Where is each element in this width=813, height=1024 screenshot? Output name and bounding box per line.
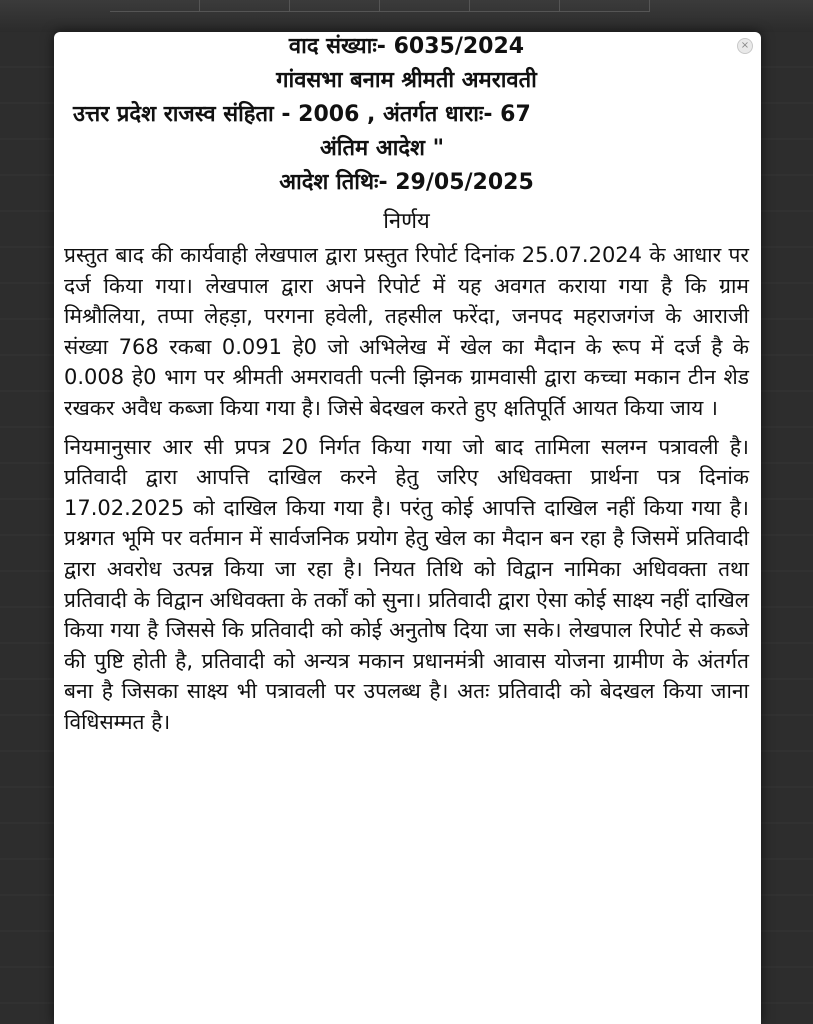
law-section: उत्तर प्रदेश राजस्व संहिता - 2006 , अंतर्गत धाराः- 67	[73, 102, 531, 127]
background-cell	[560, 0, 650, 12]
background-cell	[110, 0, 200, 12]
background-page-right	[761, 32, 813, 1024]
case-parties: गांवसभा बनाम श्रीमती अमरावती	[276, 68, 537, 93]
order-viewer-modal	[54, 32, 761, 1024]
background-cell	[200, 0, 290, 12]
order-document	[64, 34, 749, 738]
order-type: अंतिम आदेश "	[320, 136, 445, 161]
order-header	[64, 34, 749, 200]
order-date: आदेश तिथिः- 29/05/2025	[279, 170, 534, 195]
background-cell	[380, 0, 470, 12]
background-page-strip	[0, 0, 813, 32]
order-paragraph-2: नियमानुसार आर सी प्रपत्र 20 निर्गत किया गया जो बाद तामिला सलग्न पत्रावली है। प्रतिवादी द्वारा आपत्ति दाखिल करने हेतु जरिए अधिवक्ता प्रार्थना पत्र दिनांक 17.02.2025 को दाखिल किया गया है। परंतु कोई आपत्ति दाखिल नहीं किया गया है। प्रश्नगत भूमि पर वर्तमान में सार्वजनिक प्रयोग हेतु खेल का मैदान बन रहा है जिसमें प्रतिवादी द्वारा अवरोध उत्पन्न किया जा रहा है। नियत तिथि को विद्वान नामिका अधिवक्ता तथा प्रतिवादी के विद्वान अधिवक्ता के तर्कों को सुना। प्रतिवादी द्वारा ऐसा कोई साक्ष्य नहीं दाखिल किया गया है जिससे कि प्रतिवादी को कोई अनुतोष दिया जा सके। लेखपाल रिपोर्ट से कब्जे की पुष्टि होती है, प्रतिवादी को अन्यत्र मकान प्रधानमंत्री आवास योजना ग्रामीण के अंतर्गत बना है जिसका साक्ष्य भी पत्रावली पर उपलब्ध है। अतः प्रतिवादी को बेदखल किया जाना विधिसम्मत है।	[64, 434, 749, 734]
case-number: वाद संख्याः- 6035/2024	[288, 34, 525, 59]
background-page-left	[0, 32, 54, 1024]
decision-title: निर्णय	[383, 209, 430, 234]
background-table-header	[110, 0, 650, 12]
close-icon[interactable]: ×	[737, 38, 753, 54]
background-cell	[290, 0, 380, 12]
order-paragraph-1: प्रस्तुत बाद की कार्यवाही लेखपाल द्वारा प्रस्तुत रिपोर्ट दिनांक 25.07.2024 के आधार पर दर्ज किया गया। लेखपाल द्वारा अपने रिपोर्ट में यह अवगत कराया गया है कि ग्राम मिश्रौलिया, तप्पा लेहड़ा, परगना हवेली, तहसील फरेंदा, जनपद महराजगंज के आराजी संख्या 768 रकबा 0.091 हे0 जो अभिलेख में खेल का मैदान के रूप में दर्ज है के 0.008 हे0 भाग पर श्रीमती अमरावती पत्नी झिनक ग्रामवासी द्वारा कच्चा मकान टीन शेड रखकर अवैध कब्जा किया गया है। जिसे बेदखल करते हुए क्षतिपूर्ति आयत किया जाय ।	[64, 243, 749, 420]
background-cell	[470, 0, 560, 12]
